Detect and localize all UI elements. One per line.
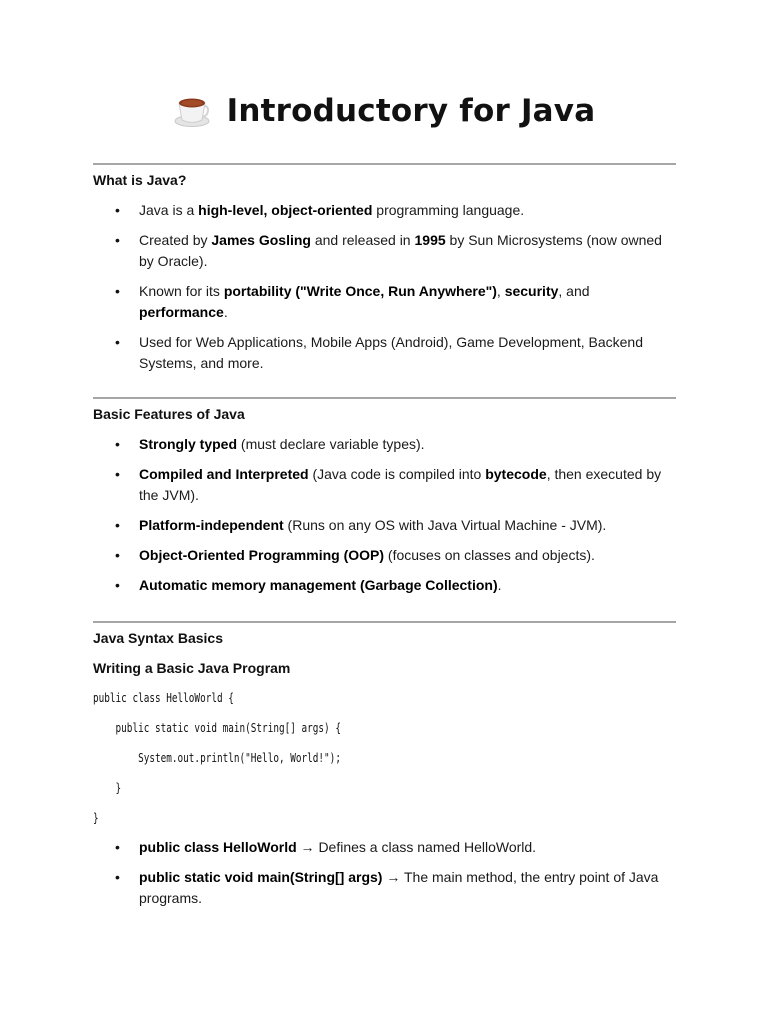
bold-text: security bbox=[504, 283, 559, 299]
text-run: → The main method, the entry point of Java programs. bbox=[139, 869, 659, 906]
text-run: , then executed by the JVM). bbox=[139, 466, 662, 503]
text-run: (focuses on classes and objects). bbox=[384, 547, 595, 563]
bold-text: public static void main(String[] args) bbox=[139, 869, 383, 885]
section-heading-basic-features: Basic Features of Java bbox=[93, 406, 245, 422]
bold-text: Object-Oriented Programming (OOP) bbox=[139, 547, 385, 563]
bullet-item bbox=[93, 515, 676, 536]
bold-text: James Gosling bbox=[211, 232, 311, 248]
text-run: , bbox=[496, 283, 505, 299]
text-run: , and bbox=[558, 283, 590, 299]
text-run: . bbox=[497, 577, 502, 593]
bold-text: Platform-independent bbox=[139, 517, 284, 533]
text-run: Created by bbox=[139, 232, 212, 248]
bullet-item bbox=[93, 434, 676, 455]
divider bbox=[93, 397, 676, 399]
text-run: by Sun Microsystems (now owned by Oracle). bbox=[139, 232, 662, 269]
page-title: Introductory for Java bbox=[226, 93, 596, 129]
section-heading-syntax-basics: Java Syntax Basics bbox=[93, 630, 223, 646]
bullet-list-what-is-java bbox=[93, 200, 676, 374]
text-run: and released in bbox=[310, 232, 415, 248]
bullet-item bbox=[93, 837, 676, 858]
bold-text: high-level, object-oriented bbox=[198, 202, 373, 218]
bold-text: portability ("Write Once, Run Anywhere") bbox=[223, 283, 497, 299]
divider bbox=[93, 621, 676, 623]
text-run: (Java code is compiled into bbox=[308, 466, 486, 482]
section-heading-what-is-java: What is Java? bbox=[93, 172, 187, 188]
code-line: } bbox=[93, 811, 99, 825]
title-row bbox=[0, 92, 768, 130]
bold-text: Compiled and Interpreted bbox=[139, 466, 309, 482]
text-run: Used for Web Applications, Mobile Apps (Android), Game Development, Backend Systems, and more. bbox=[139, 334, 643, 371]
code-line: public static void main(String[] args) { bbox=[93, 721, 341, 735]
bold-text: public class HelloWorld bbox=[139, 839, 297, 855]
subheading-basic-program: Writing a Basic Java Program bbox=[93, 660, 291, 676]
bullet-list-basic-features bbox=[93, 434, 676, 596]
bold-text: bytecode bbox=[485, 466, 547, 482]
text-run: → Defines a class named HelloWorld. bbox=[296, 839, 537, 855]
text-run: Java is a bbox=[139, 202, 199, 218]
bullet-item bbox=[93, 545, 676, 566]
bold-text: Strongly typed bbox=[139, 436, 238, 452]
bullet-item bbox=[93, 575, 676, 596]
text-run: Known for its bbox=[139, 283, 224, 299]
bullet-item bbox=[93, 332, 676, 374]
bullet-item bbox=[93, 200, 676, 221]
bullet-list-syntax-explanation bbox=[93, 837, 676, 909]
coffee-cup-icon bbox=[173, 92, 211, 130]
code-line: public class HelloWorld { bbox=[93, 691, 234, 705]
bullet-item bbox=[93, 464, 676, 506]
text-run: . bbox=[223, 304, 228, 320]
bullet-item bbox=[93, 230, 676, 272]
text-run: (Runs on any OS with Java Virtual Machine - JVM). bbox=[283, 517, 607, 533]
bullet-item bbox=[93, 867, 676, 909]
code-line: System.out.println("Hello, World!"); bbox=[93, 751, 341, 765]
bold-text: performance bbox=[139, 304, 224, 320]
text-run: (must declare variable types). bbox=[237, 436, 425, 452]
code-line: } bbox=[93, 781, 122, 795]
bullet-item bbox=[93, 281, 676, 323]
divider bbox=[93, 163, 676, 165]
bold-text: 1995 bbox=[414, 232, 446, 248]
text-run: programming language. bbox=[372, 202, 525, 218]
bold-text: Automatic memory management (Garbage Collection) bbox=[139, 577, 498, 593]
